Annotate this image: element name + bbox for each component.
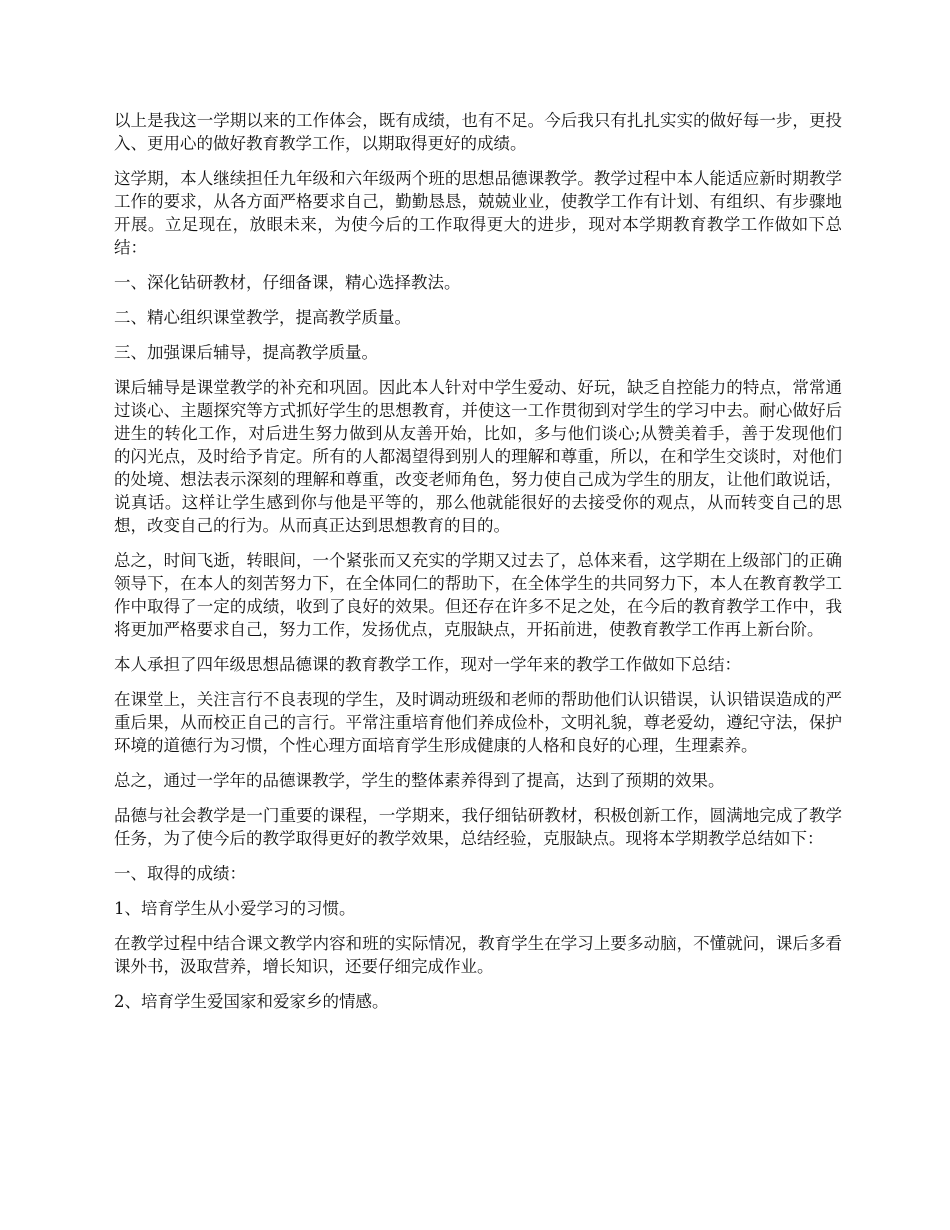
paragraph-summary-2: 总之，通过一学年的品德课教学，学生的整体素养得到了提高，达到了预期的效果。 <box>114 771 725 790</box>
paragraph-study-habits: 在教学过程中结合课文教学内容和班的实际情况，教育学生在学习上要多动脑，不懂就问，课后多看课外书，汲取营养，增长知识，还要仔细完成作业。 <box>114 934 842 976</box>
paragraph-after-class-tutoring: 课后辅导是课堂教学的补充和巩固。因此本人针对中学生爱动、好玩，缺乏自控能力的特点，常常通过谈心、主题探究等方式抓好学生的思想教育，并使这一工作贯彻到对学生的学习中去。耐心做好后进生的转化工作，对后进生努力做到从友善开始，比如，多与他们谈心;从赞美着手，善于发现他们的闪光点，及时给予肯定。所有的人都渴望得到别人的理解和尊重，所以，在和学生交谈时，对他们的处境、想法表示深刻的理解和尊重，改变老师角色，努力使自己成为学生的朋友，让他们敢说话，说真话。这样让学生感到你与他是平等的，那么他就能很好的去接受你的观点，从而转变自己的思想，改变自己的行为。从而真正达到思想教育的目的。 <box>114 378 842 535</box>
paragraph-intro-reflection: 以上是我这一学期以来的工作体会，既有成绩，也有不足。今后我只有扎扎实实的做好每一步，更投入、更用心的做好教育教学工作，以期取得更好的成绩。 <box>114 111 842 153</box>
paragraph-society-course-intro: 品德与社会教学是一门重要的课程，一学期来，我仔细钻研教材，积极创新工作，圆满地完成了教学任务，为了使今后的教学取得更好的教学效果，总结经验，克服缺点。现将本学期教学总结如下： <box>114 806 842 848</box>
paragraph-grade-four-intro: 本人承担了四年级思想品德课的教育教学工作，现对一学年来的教学工作做如下总结： <box>114 655 741 674</box>
heading-achievement-2: 2、培育学生爱国家和爱家乡的情感。 <box>114 992 389 1011</box>
heading-point-2: 二、精心组织课堂教学，提高教学质量。 <box>114 308 411 327</box>
paragraph-summary-1: 总之，时间飞逝，转眼间，一个紧张而又充实的学期又过去了，总体来看，这学期在上级部门的正确领导下，在本人的刻苦努力下，在全体同仁的帮助下，在全体学生的共同努力下，本人在教育教学工作中取得了一定的成绩，收到了良好的效果。但还存在许多不足之处，在今后的教育教学工作中，我将更加严格要求自己，努力工作，发扬优点，克服缺点，开拓前进，使教育教学工作再上新台阶。 <box>114 551 842 639</box>
heading-point-3: 三、加强课后辅导，提高教学质量。 <box>114 343 378 362</box>
document-body <box>114 109 842 1025</box>
heading-achievement-1: 1、培育学生从小爱学习的习惯。 <box>114 899 356 918</box>
heading-point-1: 一、深化钻研教材，仔细备课，精心选择教法。 <box>114 273 461 292</box>
paragraph-classroom-behavior: 在课堂上，关注言行不良表现的学生，及时调动班级和老师的帮助他们认识错误，认识错误造成的严重后果，从而校正自己的言行。平常注重培育他们养成俭朴，文明礼貌，尊老爱幼，遵纪守法，保护环境的道德行为习惯，个性心理方面培育学生形成健康的人格和良好的心理，生理素养。 <box>114 690 842 755</box>
paragraph-semester-overview: 这学期，本人继续担任九年级和六年级两个班的思想品德课教学。教学过程中本人能适应新时期教学工作的要求，从各方面严格要求自己，勤勤恳恳，兢兢业业，使教学工作有计划、有组织、有步骤地开展。立足现在，放眼未来，为使今后的工作取得更大的进步，现对本学期教育教学工作做如下总结： <box>114 169 842 257</box>
heading-achievements: 一、取得的成绩： <box>114 864 246 883</box>
